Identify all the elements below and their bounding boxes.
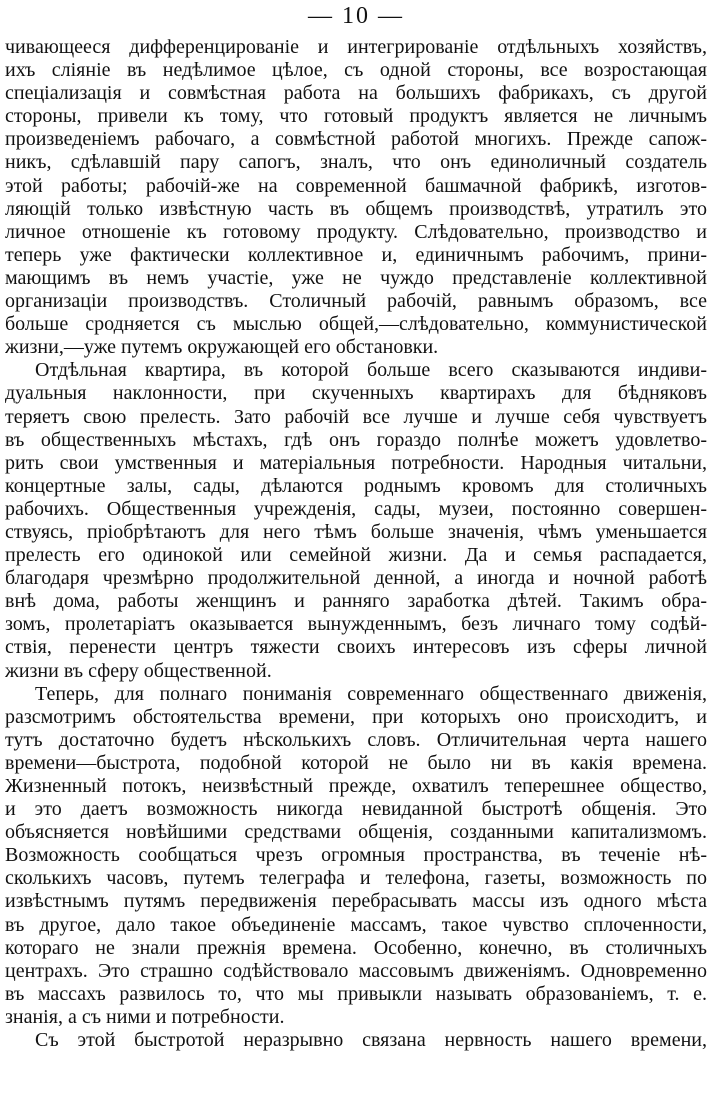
text-line: ствія, перенести центръ тяжести своихъ интересовъ изъ сферы личной [5,636,707,659]
text-line: стороны, привели къ тому, что готовый продуктъ является не личнымъ [5,105,707,128]
text-line: въ массахъ развилось то, что мы привыкли называть образованіемъ, т. е. [5,982,707,1005]
text-line: рить свои умственныя и матеріальныя потребности. Народныя читальни, [5,451,707,474]
text-line: Съ этой быстротой неразрывно связана нервность нашего времени, [35,1029,707,1052]
text-line: извѣстнымъ путямъ передвиженія перебрасывать массы изъ одного мѣста [5,890,707,913]
text-line: сколькихъ часовъ, путемъ телеграфа и телефона, газеты, возможность по [5,867,707,890]
text-line: центрахъ. Это страшно содѣйствовало массовымъ движеніямъ. Одновременно [5,959,707,982]
paragraph [5,359,707,682]
text-line: разсмотримъ обстоятельства времени, при которыхъ оно происходитъ, и [5,705,707,728]
body-text [5,36,707,1052]
text-line: личное отношеніе къ готовому продукту. Слѣдовательно, производство и [5,220,707,243]
text-line: рабочихъ. Общественныя учрежденія, сады, музеи, постоянно совершен- [5,497,707,520]
paragraph [5,683,707,1029]
text-line: ихъ сліяніе въ недѣлимое цѣлое, съ одной стороны, все возростающая [5,59,707,82]
text-line: концертные залы, сады, дѣлаются роднымъ кровомъ для столичныхъ [5,474,707,497]
text-line: въ другое, дало такое объединеніе массамъ, такое чувство сплоченности, [5,913,707,936]
paragraph [5,1029,707,1052]
text-line: и это даетъ возможность никогда невиданной быстротѣ общенія. Это [5,798,707,821]
text-line: Теперь, для полнаго пониманія современнаго общественнаго движенія, [35,682,707,705]
text-line: жизни,—уже путемъ окружающей его обстановки. [5,336,439,359]
text-line: котораго не знали прежнія времена. Особенно, конечно, въ столичныхъ [5,936,707,959]
text-line: жизни въ сферу общественной. [5,659,272,682]
text-line: благодаря чрезмѣрно продолжительной денной, а иногда и ночной работѣ [5,567,707,590]
page-number: — 10 — [308,3,404,29]
text-line: организаціи производствъ. Столичный рабочій, равнымъ образомъ, все [5,290,707,313]
text-line: въ общественныхъ мѣстахъ, гдѣ онъ гораздо полнѣе можетъ удовлетво- [5,428,707,451]
text-line: чивающееся дифференцированіе и интегрированіе отдѣльныхъ хозяйствъ, [5,36,707,58]
text-line: мающимъ въ немъ участіе, уже не чуждо представленіе коллективной [5,266,707,289]
text-line: тутъ достаточно будетъ нѣсколькихъ словъ. Отличительная черта нашего [5,728,707,751]
text-line: никъ, сдѣлавшій пару сапогъ, зналъ, что онъ единоличный создатель [5,151,707,174]
paragraph [5,36,707,359]
text-line: времени—быстрота, подобной которой не было ни въ какія времена. [5,751,707,774]
text-line: зомъ, пролетаріатъ оказывается вынужденнымъ, безъ личнаго тому содѣй- [5,613,707,636]
text-line: знанія, а съ ними и потребности. [5,1005,285,1028]
text-line: прелесть его одинокой или семейной жизни. Да и семья распадается, [5,544,707,567]
text-line: произведеніемъ рабочаго, а совмѣстной работой многихъ. Прежде сапож- [5,128,707,151]
text-line: Отдѣльная квартира, въ которой больше всего сказываются индиви- [35,359,707,382]
text-line: ствуясь, пріобрѣтаютъ для него тѣмъ больше значенія, чѣмъ уменьшается [5,520,707,543]
text-line: теряетъ свою прелесть. Зато рабочій все лучше и лучше себя чувствуетъ [5,405,707,428]
text-line: объясняется новѣйшими средствами общенія, созданными капитализмомъ. [5,821,707,844]
text-line: этой работы; рабочій-же на современной башмачной фабрикѣ, изготов- [5,174,707,197]
text-line: спеціализація и совмѣстная работа на большихъ фабрикахъ, съ другой [5,82,707,105]
text-line: больше сродняется съ мыслью общей,—слѣдовательно, коммунистической [5,313,707,336]
text-line: Жизненный потокъ, неизвѣстный прежде, охватилъ теперешнее общество, [5,775,707,797]
text-line: ляющій только извѣстную часть въ общемъ производствѣ, утратилъ это [5,197,707,220]
text-line: внѣ дома, работы женщинъ и ранняго заработка дѣтей. Такимъ обра- [5,590,707,613]
text-line: Возможность сообщаться чрезъ огромныя пространства, въ теченіе нѣ- [5,844,707,867]
text-line: дуальныя наклонности, при скученныхъ квартирахъ для бѣдняковъ [5,382,707,405]
text-line: теперь уже фактически коллективное и, единичнымъ рабочимъ, прини- [5,243,707,266]
